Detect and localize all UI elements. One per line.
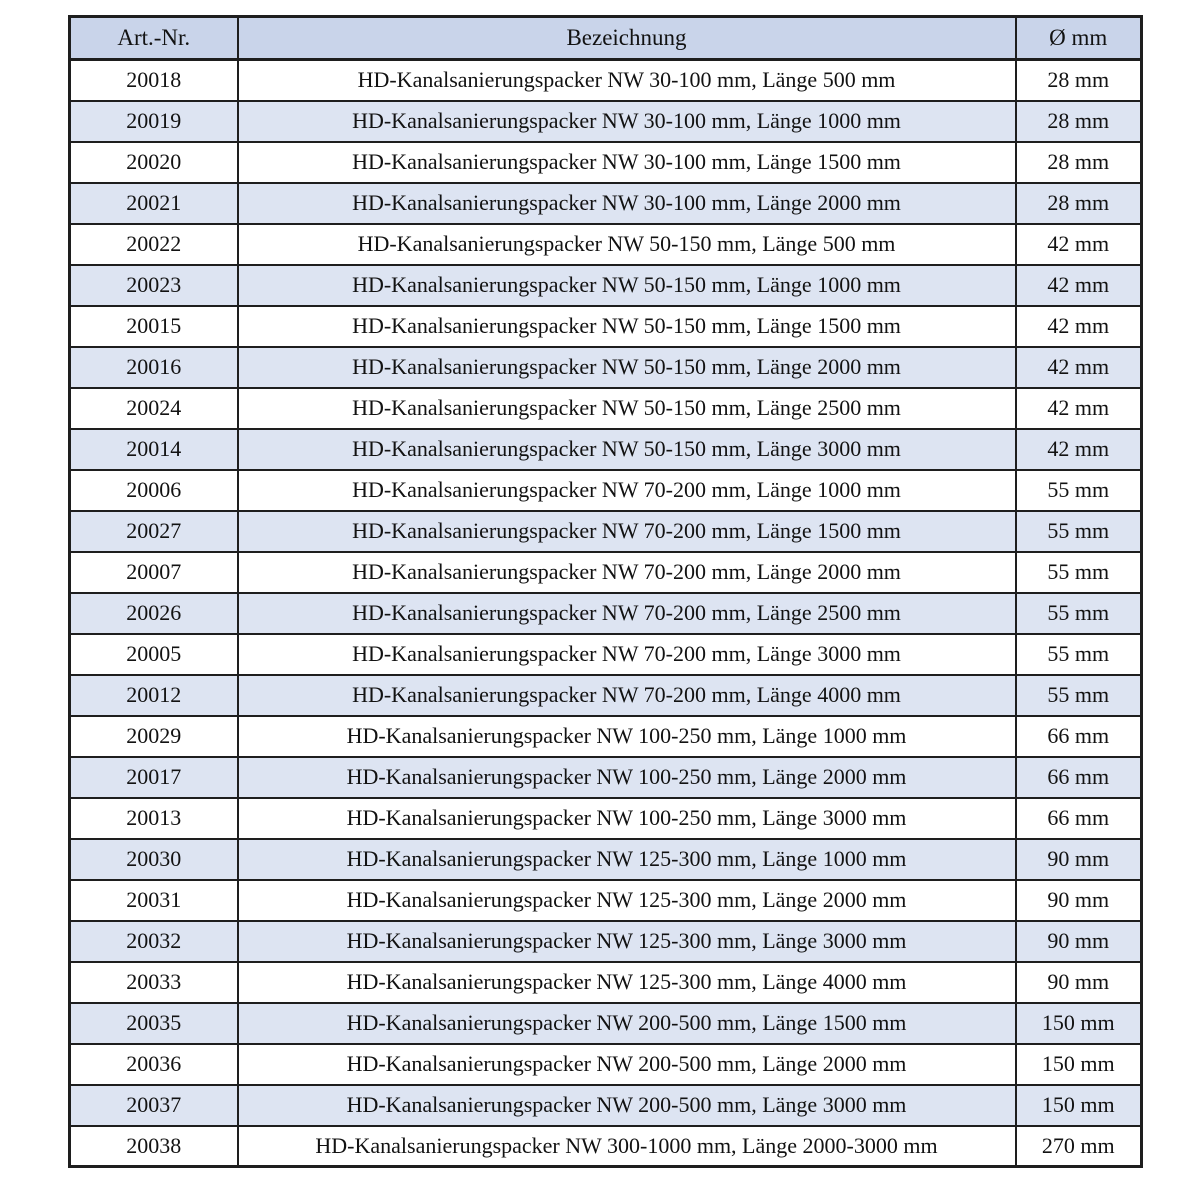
cell-artnr: 20013 — [70, 798, 238, 839]
cell-bezeichnung: HD-Kanalsanierungspacker NW 50-150 mm, Länge 1000 mm — [238, 265, 1016, 306]
cell-bezeichnung: HD-Kanalsanierungspacker NW 70-200 mm, Länge 3000 mm — [238, 634, 1016, 675]
cell-bezeichnung: HD-Kanalsanierungspacker NW 50-150 mm, Länge 500 mm — [238, 224, 1016, 265]
cell-artnr: 20012 — [70, 675, 238, 716]
table-row — [70, 880, 1142, 921]
cell-bezeichnung: HD-Kanalsanierungspacker NW 70-200 mm, Länge 2500 mm — [238, 593, 1016, 634]
cell-bezeichnung: HD-Kanalsanierungspacker NW 125-300 mm, Länge 1000 mm — [238, 839, 1016, 880]
cell-artnr: 20038 — [70, 1126, 238, 1167]
table-row — [70, 552, 1142, 593]
table-row — [70, 675, 1142, 716]
cell-diameter: 66 mm — [1016, 757, 1142, 798]
cell-artnr: 20014 — [70, 429, 238, 470]
table-row — [70, 265, 1142, 306]
cell-artnr: 20015 — [70, 306, 238, 347]
cell-diameter: 55 mm — [1016, 634, 1142, 675]
cell-bezeichnung: HD-Kanalsanierungspacker NW 100-250 mm, Länge 1000 mm — [238, 716, 1016, 757]
cell-artnr: 20026 — [70, 593, 238, 634]
cell-bezeichnung: HD-Kanalsanierungspacker NW 30-100 mm, Länge 500 mm — [238, 60, 1016, 101]
cell-artnr: 20007 — [70, 552, 238, 593]
col-header-artnr: Art.-Nr. — [70, 17, 238, 60]
cell-diameter: 55 mm — [1016, 675, 1142, 716]
cell-bezeichnung: HD-Kanalsanierungspacker NW 100-250 mm, Länge 2000 mm — [238, 757, 1016, 798]
cell-bezeichnung: HD-Kanalsanierungspacker NW 70-200 mm, Länge 2000 mm — [238, 552, 1016, 593]
cell-bezeichnung: HD-Kanalsanierungspacker NW 125-300 mm, Länge 4000 mm — [238, 962, 1016, 1003]
table-row — [70, 593, 1142, 634]
cell-bezeichnung: HD-Kanalsanierungspacker NW 50-150 mm, Länge 2000 mm — [238, 347, 1016, 388]
cell-bezeichnung: HD-Kanalsanierungspacker NW 70-200 mm, Länge 4000 mm — [238, 675, 1016, 716]
cell-diameter: 55 mm — [1016, 552, 1142, 593]
cell-artnr: 20032 — [70, 921, 238, 962]
cell-artnr: 20027 — [70, 511, 238, 552]
table-row — [70, 921, 1142, 962]
cell-artnr: 20031 — [70, 880, 238, 921]
cell-diameter: 42 mm — [1016, 347, 1142, 388]
cell-artnr: 20016 — [70, 347, 238, 388]
table-row — [70, 839, 1142, 880]
table-header — [70, 17, 1142, 60]
cell-diameter: 90 mm — [1016, 962, 1142, 1003]
table-row — [70, 347, 1142, 388]
cell-artnr: 20024 — [70, 388, 238, 429]
cell-diameter: 42 mm — [1016, 306, 1142, 347]
table-body — [70, 60, 1142, 1167]
cell-bezeichnung: HD-Kanalsanierungspacker NW 70-200 mm, Länge 1500 mm — [238, 511, 1016, 552]
cell-diameter: 270 mm — [1016, 1126, 1142, 1167]
cell-artnr: 20029 — [70, 716, 238, 757]
table-row — [70, 306, 1142, 347]
table-row — [70, 224, 1142, 265]
cell-bezeichnung: HD-Kanalsanierungspacker NW 50-150 mm, Länge 2500 mm — [238, 388, 1016, 429]
table-row — [70, 1085, 1142, 1126]
cell-artnr: 20005 — [70, 634, 238, 675]
table-row — [70, 634, 1142, 675]
cell-bezeichnung: HD-Kanalsanierungspacker NW 200-500 mm, Länge 3000 mm — [238, 1085, 1016, 1126]
cell-bezeichnung: HD-Kanalsanierungspacker NW 50-150 mm, Länge 3000 mm — [238, 429, 1016, 470]
table-row — [70, 101, 1142, 142]
cell-bezeichnung: HD-Kanalsanierungspacker NW 300-1000 mm, Länge 2000-3000 mm — [238, 1126, 1016, 1167]
cell-diameter: 55 mm — [1016, 511, 1142, 552]
table-row — [70, 716, 1142, 757]
cell-diameter: 55 mm — [1016, 470, 1142, 511]
cell-diameter: 150 mm — [1016, 1003, 1142, 1044]
cell-bezeichnung: HD-Kanalsanierungspacker NW 200-500 mm, Länge 2000 mm — [238, 1044, 1016, 1085]
cell-artnr: 20020 — [70, 142, 238, 183]
cell-diameter: 28 mm — [1016, 60, 1142, 101]
cell-diameter: 42 mm — [1016, 429, 1142, 470]
cell-diameter: 28 mm — [1016, 183, 1142, 224]
table-row — [70, 1044, 1142, 1085]
cell-diameter: 55 mm — [1016, 593, 1142, 634]
table-row — [70, 60, 1142, 101]
cell-artnr: 20018 — [70, 60, 238, 101]
table-row — [70, 798, 1142, 839]
cell-artnr: 20022 — [70, 224, 238, 265]
cell-artnr: 20030 — [70, 839, 238, 880]
cell-bezeichnung: HD-Kanalsanierungspacker NW 50-150 mm, Länge 1500 mm — [238, 306, 1016, 347]
cell-diameter: 42 mm — [1016, 265, 1142, 306]
col-header-bezeichnung: Bezeichnung — [238, 17, 1016, 60]
table-row — [70, 1003, 1142, 1044]
cell-diameter: 90 mm — [1016, 839, 1142, 880]
cell-diameter: 90 mm — [1016, 921, 1142, 962]
cell-diameter: 90 mm — [1016, 880, 1142, 921]
cell-diameter: 66 mm — [1016, 798, 1142, 839]
cell-artnr: 20033 — [70, 962, 238, 1003]
cell-bezeichnung: HD-Kanalsanierungspacker NW 30-100 mm, Länge 1000 mm — [238, 101, 1016, 142]
cell-bezeichnung: HD-Kanalsanierungspacker NW 30-100 mm, Länge 2000 mm — [238, 183, 1016, 224]
col-header-diameter: Ø mm — [1016, 17, 1142, 60]
cell-bezeichnung: HD-Kanalsanierungspacker NW 125-300 mm, Länge 2000 mm — [238, 880, 1016, 921]
cell-bezeichnung: HD-Kanalsanierungspacker NW 30-100 mm, Länge 1500 mm — [238, 142, 1016, 183]
cell-bezeichnung: HD-Kanalsanierungspacker NW 70-200 mm, Länge 1000 mm — [238, 470, 1016, 511]
cell-diameter: 150 mm — [1016, 1085, 1142, 1126]
cell-diameter: 42 mm — [1016, 388, 1142, 429]
header-row — [70, 17, 1142, 60]
cell-artnr: 20036 — [70, 1044, 238, 1085]
cell-artnr: 20006 — [70, 470, 238, 511]
cell-diameter: 66 mm — [1016, 716, 1142, 757]
table-row — [70, 962, 1142, 1003]
table-row — [70, 183, 1142, 224]
table-row — [70, 1126, 1142, 1167]
cell-artnr: 20017 — [70, 757, 238, 798]
cell-diameter: 28 mm — [1016, 142, 1142, 183]
table-row — [70, 429, 1142, 470]
cell-diameter: 150 mm — [1016, 1044, 1142, 1085]
table-row — [70, 757, 1142, 798]
table-row — [70, 388, 1142, 429]
table-row — [70, 511, 1142, 552]
cell-bezeichnung: HD-Kanalsanierungspacker NW 125-300 mm, Länge 3000 mm — [238, 921, 1016, 962]
cell-diameter: 42 mm — [1016, 224, 1142, 265]
cell-artnr: 20035 — [70, 1003, 238, 1044]
table-row — [70, 470, 1142, 511]
cell-artnr: 20037 — [70, 1085, 238, 1126]
cell-artnr: 20023 — [70, 265, 238, 306]
cell-bezeichnung: HD-Kanalsanierungspacker NW 100-250 mm, Länge 3000 mm — [238, 798, 1016, 839]
cell-diameter: 28 mm — [1016, 101, 1142, 142]
cell-bezeichnung: HD-Kanalsanierungspacker NW 200-500 mm, Länge 1500 mm — [238, 1003, 1016, 1044]
cell-artnr: 20021 — [70, 183, 238, 224]
table-row — [70, 142, 1142, 183]
product-table — [68, 15, 1143, 1168]
cell-artnr: 20019 — [70, 101, 238, 142]
